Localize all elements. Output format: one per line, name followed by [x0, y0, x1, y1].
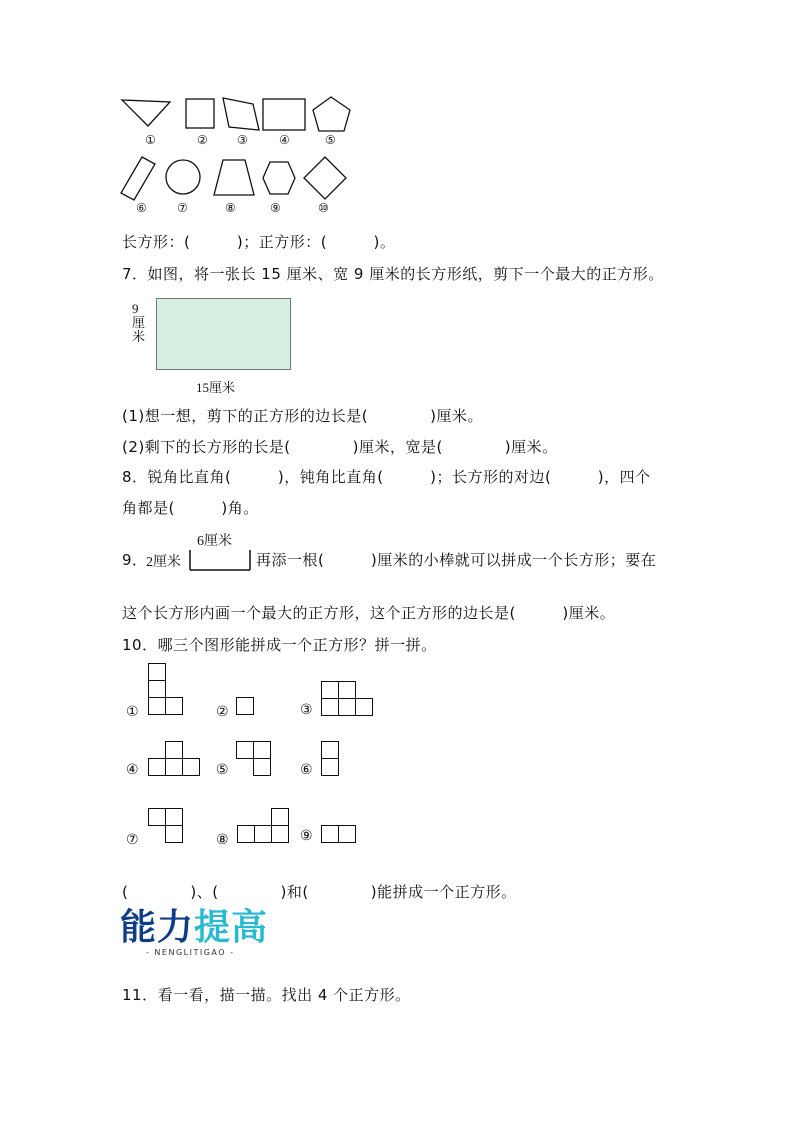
q10-label-4: ④ — [126, 762, 139, 778]
shape-label-9: ⑨ — [270, 201, 281, 215]
shape-label-3: ③ — [237, 133, 248, 147]
section-banner — [120, 908, 270, 964]
q7-question: 7．如图，将一张长 15 厘米、宽 9 厘米的长方形纸，剪下一个最大的正方形。 — [122, 265, 664, 283]
section-title — [120, 908, 270, 948]
q9-sticks — [188, 548, 254, 572]
q9-left-label: 2厘米 — [146, 555, 181, 570]
shape-2-square — [186, 99, 214, 128]
q10-label-9: ⑨ — [300, 828, 313, 844]
q9-top-label: 6厘米 — [197, 534, 232, 549]
shape-10-diamond — [304, 157, 346, 199]
q8-line1: 8．锐角比直角( )，钝角比直角( )；长方形的对边( )，四个 — [122, 468, 651, 486]
q11-question: 11．看一看，描一描。找出 4 个正方形。 — [122, 986, 411, 1004]
shape-figures — [110, 90, 370, 220]
shape-4-rectangle — [263, 99, 305, 130]
shape-7-circle — [166, 160, 200, 194]
q6-answer-line: 长方形：( )；正方形：( )。 — [122, 233, 396, 251]
q8-line2: 角都是( )角。 — [122, 499, 259, 517]
q10-answer-line: ( )、( )和( )能拼成一个正方形。 — [122, 883, 517, 901]
shape-label-2: ② — [197, 133, 208, 147]
shape-1-triangle — [122, 100, 170, 126]
q9-line2: 这个长方形内画一个最大的正方形，这个正方形的边长是( )厘米。 — [122, 604, 616, 622]
shape-label-6: ⑥ — [136, 201, 147, 215]
shape-8-trapezoid — [214, 160, 254, 195]
shape-5-pentagon — [313, 97, 350, 131]
q10-label-7: ⑦ — [126, 832, 139, 848]
q9-text-after: 再添一根( )厘米的小棒就可以拼成一个长方形；要在 — [256, 551, 657, 569]
shape-3-quadrilateral — [223, 98, 259, 130]
q10-label-3: ③ — [300, 702, 313, 718]
shape-label-10: ⑩ — [318, 201, 329, 215]
q7-sub2: (2)剩下的长方形的长是( )厘米，宽是( )厘米。 — [122, 438, 558, 456]
section-title-dark: 能力 — [120, 907, 195, 948]
shape-6-tilted-rectangle — [121, 157, 155, 200]
q10-label-8: ⑧ — [216, 832, 229, 848]
q10-label-5: ⑤ — [216, 762, 229, 778]
q7-width-label: 15厘米 — [196, 380, 236, 395]
shape-label-5: ⑤ — [325, 133, 336, 147]
section-title-accent: 提高 — [194, 907, 269, 948]
shape-label-4: ④ — [279, 133, 290, 147]
q10-question: 10．哪三个图形能拼成一个正方形？拼一拼。 — [122, 636, 437, 654]
q7-rectangle-paper — [156, 298, 291, 370]
shape-9-hexagon — [263, 162, 295, 194]
shape-label-8: ⑧ — [225, 201, 236, 215]
q7-height-label: 9厘米 — [132, 301, 146, 344]
q9-number: 9． — [122, 551, 148, 569]
q10-label-6: ⑥ — [300, 762, 313, 778]
q10-label-2: ② — [216, 704, 229, 720]
section-subtitle: - NENGLITIGAO - — [146, 948, 235, 957]
shape-label-1: ① — [145, 133, 156, 147]
shape-label-7: ⑦ — [177, 201, 188, 215]
q7-sub1: (1)想一想，剪下的正方形的边长是( )厘米。 — [122, 407, 483, 425]
q10-label-1: ① — [126, 704, 139, 720]
